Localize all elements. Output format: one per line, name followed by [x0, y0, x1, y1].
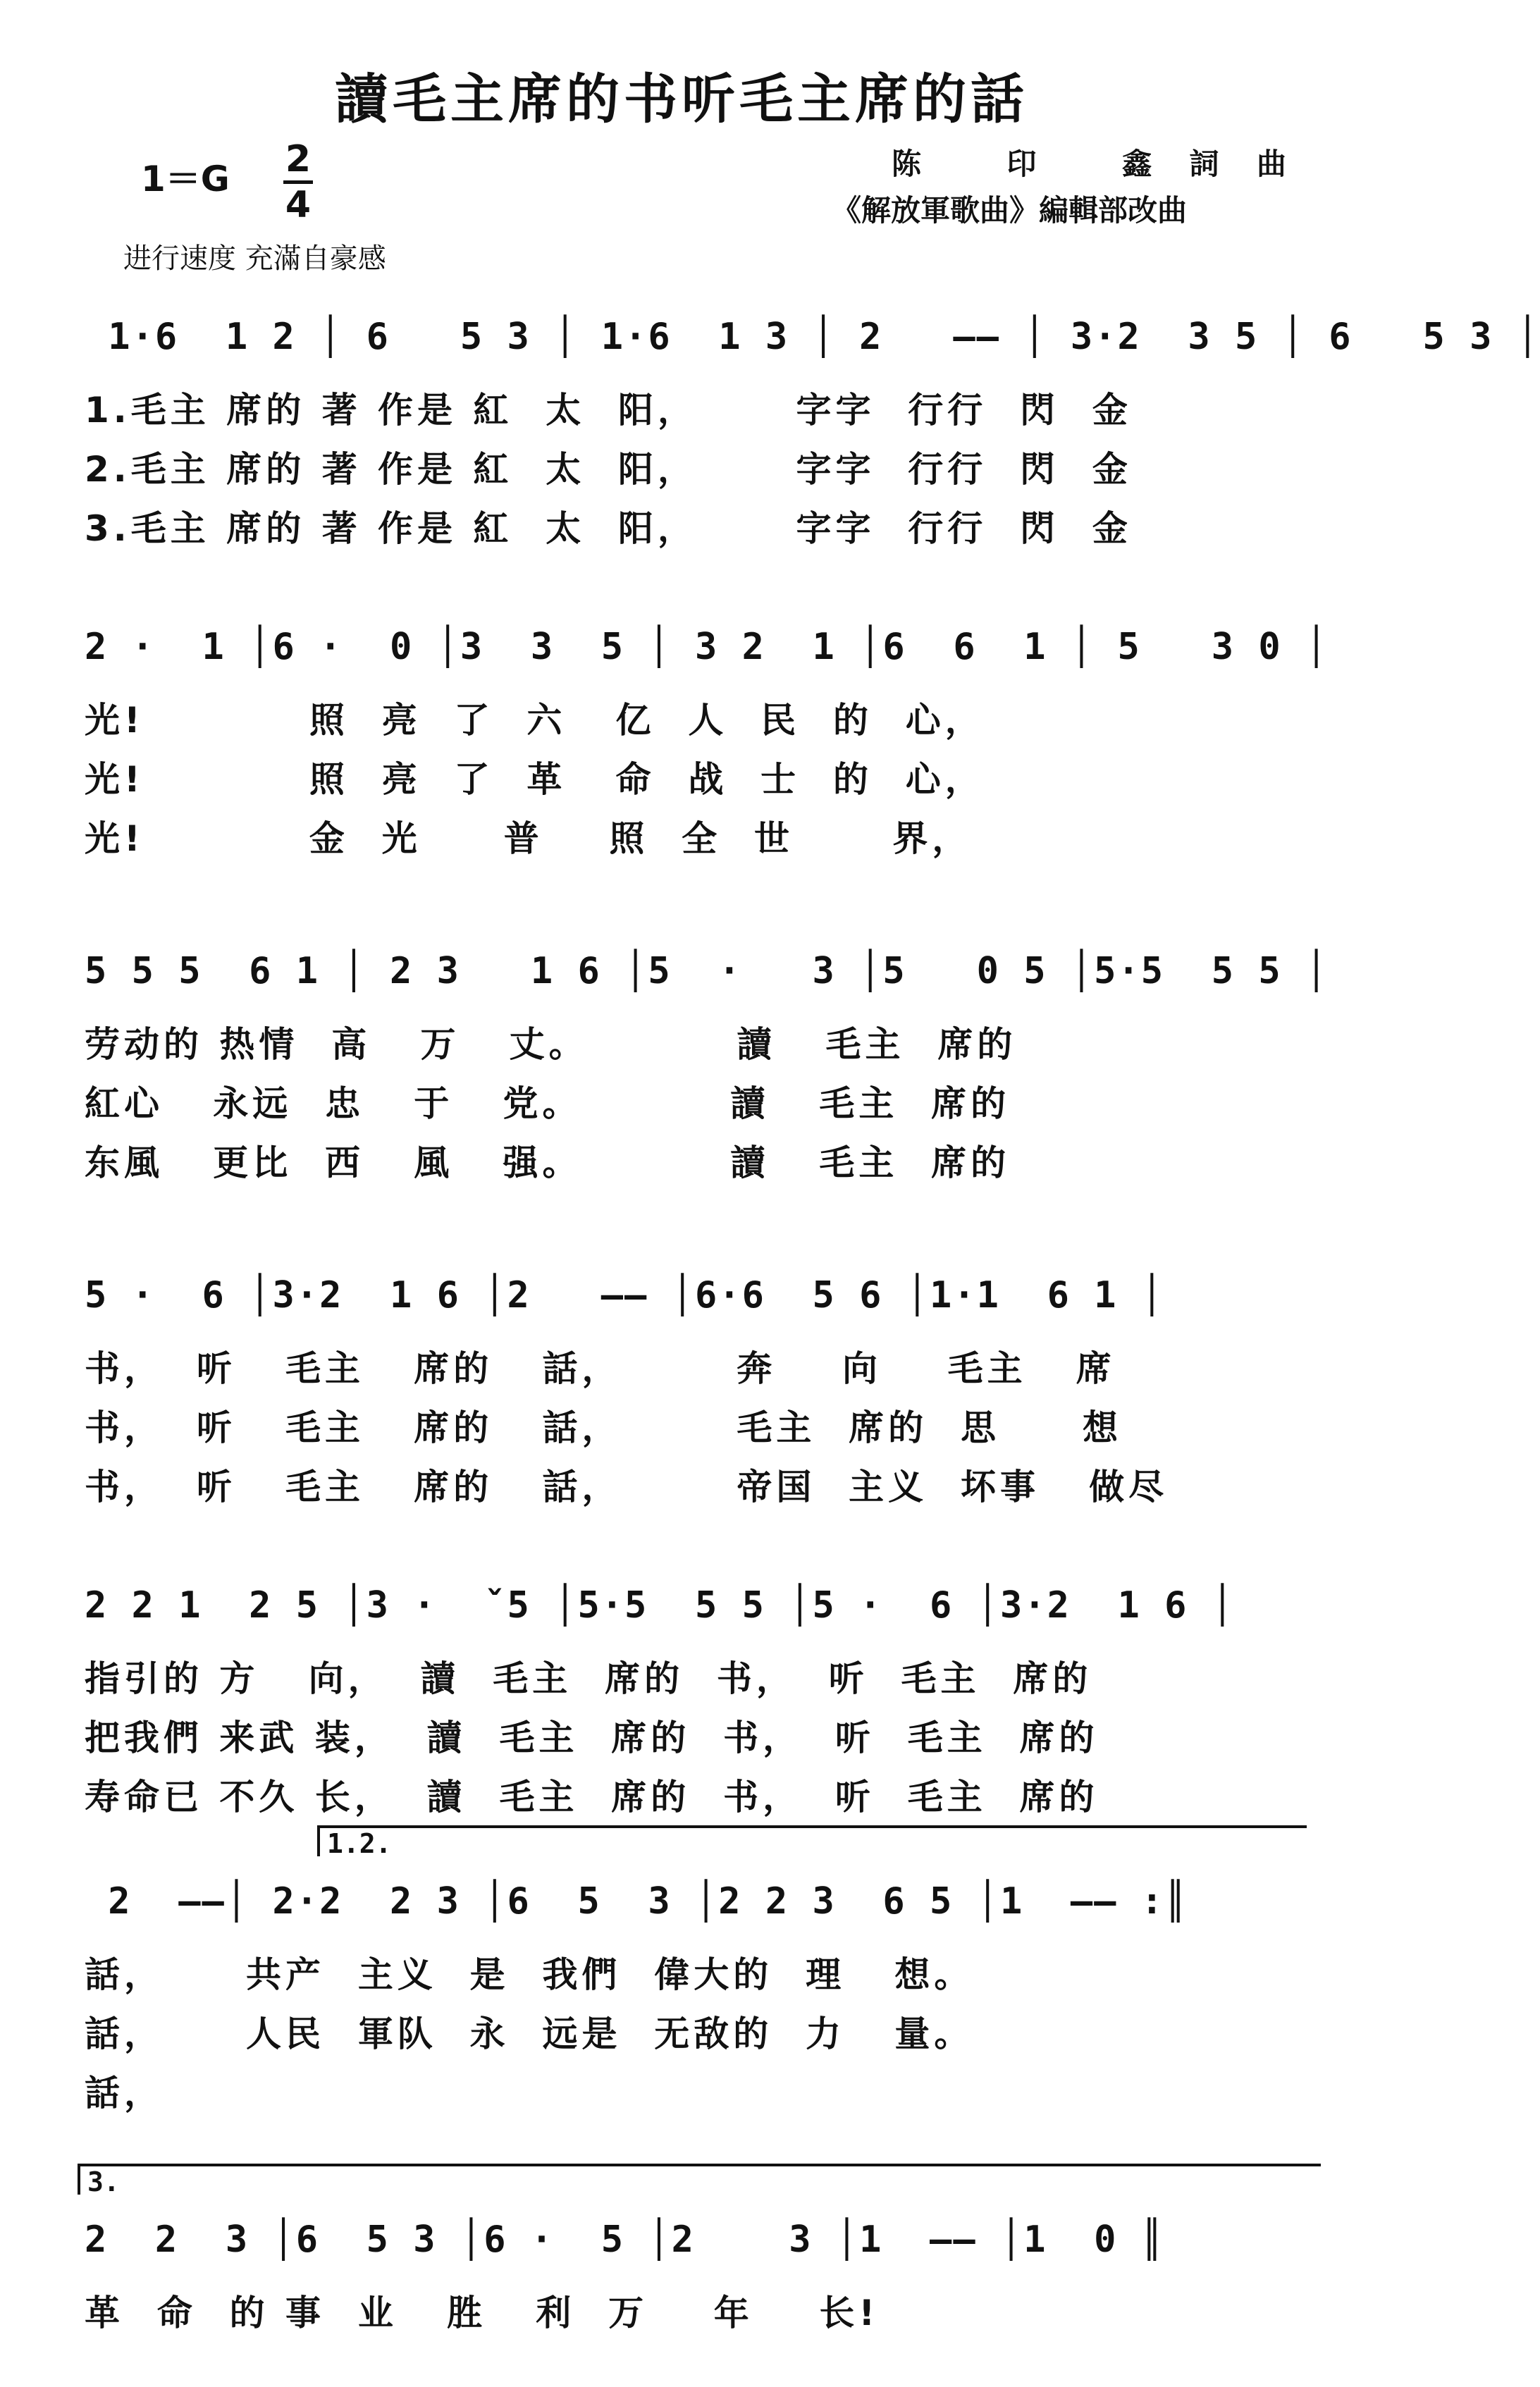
lyric-verse-2: 书， 听 毛主 席的 話， 毛主 席的 思 想	[85, 1407, 1122, 1448]
score-system-7	[85, 2166, 1325, 2343]
lyric-verse-3: 光! 金 光 普 照 全 世 界，	[85, 818, 972, 859]
score-system-3	[85, 930, 1329, 1192]
lyric-verse-1: 革 命 的 事 业 胜 利 万 年 长!	[85, 2293, 880, 2333]
lyric-verse-3: 話，	[85, 2073, 164, 2114]
lyric-verse-1: 光! 照 亮 了 六 亿 人 民 的 心，	[85, 700, 985, 741]
lyric-verse-3: 寿命已 不久 长， 讀 毛主 席的 书， 听 毛主 席的	[85, 1777, 1099, 1818]
time-signature-bottom: 4	[285, 184, 312, 226]
tempo-marking: 进行速度 充滿自豪感	[123, 242, 386, 275]
notation-line	[85, 1565, 1325, 1649]
lyric-verse-2: 光! 照 亮 了 革 命 战 士 的 心，	[85, 759, 985, 800]
jianpu-notes: 1·6 1 2 │ 6 5 3 │ 1·6 1 3 │ 2 —— │ 3·2 3 5 │ 6 5 3 │	[85, 316, 1540, 358]
lyric-verse-3: 东風 更比 西 風 强。 讀 毛主 席的	[85, 1142, 1011, 1183]
volta-label: 1.2.	[327, 1828, 392, 1859]
notation-line	[85, 1254, 1325, 1339]
score-system-6	[85, 1828, 1325, 2123]
lyric-verse-2: 把我們 来武 装， 讀 毛主 席的 书， 听 毛主 席的	[85, 1717, 1099, 1758]
lyric-verse-3: 3.毛主 席的 著 作是 紅 太 阳， 字字 行行 閃 金	[85, 508, 1132, 549]
volta-label: 3.	[87, 2166, 120, 2197]
jianpu-notes: 2 2 3 │6 5 3 │6 · 5 │2 3 │1 —— │1 0 ║	[85, 2219, 1165, 2261]
lyric-verse-2: 話， 人民 軍队 永 远是 无敌的 力 量。	[85, 2013, 974, 2054]
jianpu-notes: 2 · 1 │6 · 0 │3 3 5 │ 3 2 1 │6 6 1 │ 5 3 0 │	[85, 626, 1329, 668]
time-signature	[281, 138, 316, 226]
score-system-2	[85, 606, 1329, 868]
jianpu-notes: 2 2 1 2 5 │3 · ˇ5 │5·5 5 5 │5 · 6 │3·2 1 6 │	[85, 1584, 1236, 1627]
notation-line	[85, 930, 1329, 1015]
credit-lyricist-composer: 陈 印 鑫詞曲	[892, 147, 1286, 181]
time-signature-top: 2	[285, 138, 312, 180]
lyric-verse-1: 指引的 方 向， 讀 毛主 席的 书， 听 毛主 席的	[85, 1658, 1092, 1699]
volta-ending-1-2	[317, 1825, 1307, 1859]
lyric-verse-1: 1.毛主 席的 著 作是 紅 太 阳， 字字 行行 閃 金	[85, 390, 1132, 431]
credit-arranger: 《解放軍歌曲》編輯部改曲	[832, 193, 1188, 228]
lyric-verse-2: 2.毛主 席的 著 作是 紅 太 阳， 字字 行行 閃 金	[85, 449, 1132, 490]
jianpu-notes: 5 · 6 │3·2 1 6 │2 —— │6·6 5 6 │1·1 6 1 │	[85, 1274, 1165, 1316]
score-system-4	[85, 1254, 1325, 1517]
lyric-verse-1: 书， 听 毛主 席的 話， 奔 向 毛主 席	[85, 1348, 1116, 1389]
notation-line	[85, 606, 1329, 691]
notation-line	[85, 296, 1540, 381]
score-system-1	[85, 296, 1540, 558]
lyric-verse-2: 紅心 永远 忠 于 党。 讀 毛主 席的	[85, 1083, 1011, 1124]
lyric-verse-1: 話， 共产 主义 是 我們 偉大的 理 想。	[85, 1954, 974, 1995]
jianpu-notes: 2 ——│ 2·2 2 3 │6 5 3 │2 2 3 6 5 │1 —— :║	[85, 1880, 1188, 1923]
key-signature: 1＝G	[141, 159, 230, 199]
song-title: 讀毛主席的书听毛主席的話	[335, 68, 1028, 130]
notation-line	[85, 1861, 1325, 1945]
jianpu-notes: 5 5 5 6 1 │ 2 3 1 6 │5 · 3 │5 0 5 │5·5 5 5 │	[85, 950, 1329, 992]
notation-line	[85, 2199, 1325, 2283]
lyric-verse-3: 书， 听 毛主 席的 話， 帝国 主义 坏事 做尽	[85, 1467, 1169, 1507]
lyric-verse-1: 劳动的 热情 高 万 丈。 讀 毛主 席的	[85, 1024, 1017, 1065]
volta-ending-3	[78, 2164, 1321, 2195]
score-system-5	[85, 1565, 1325, 1827]
